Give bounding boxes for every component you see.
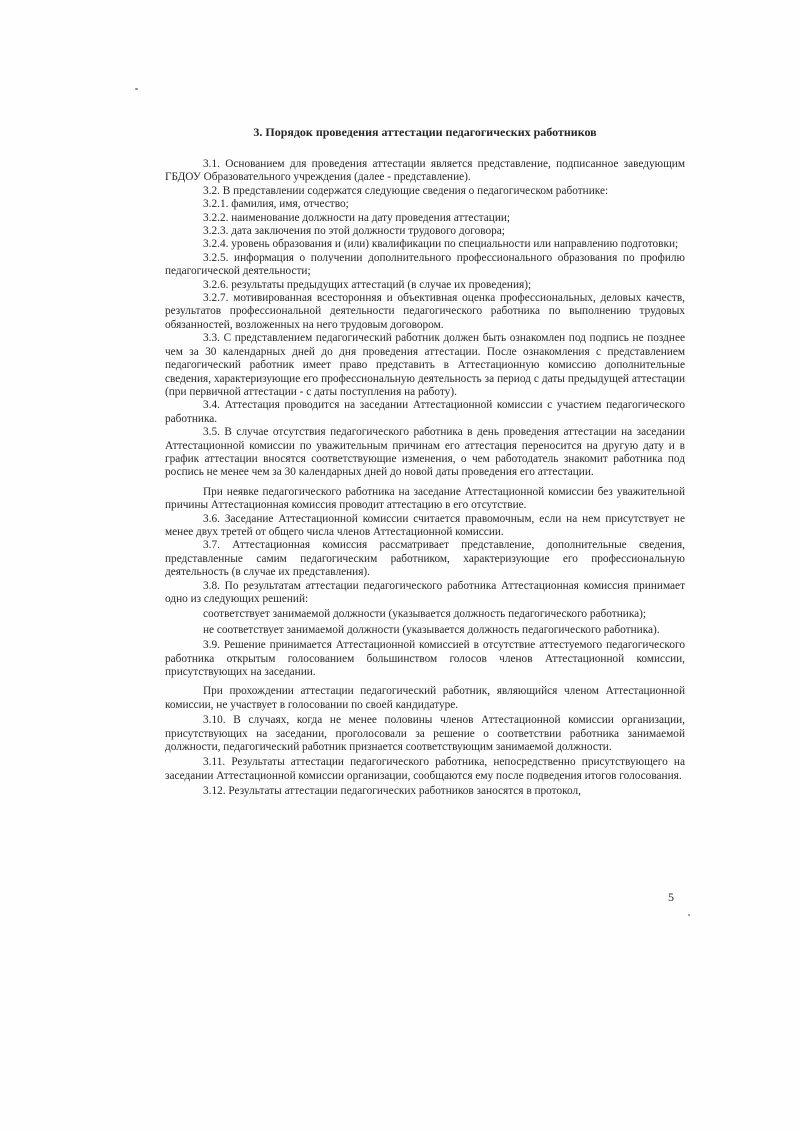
- paragraph-3-11: 3.11. Результаты аттестации педагогического работника, непосредственно присутствующего на заседании Аттестационной комиссии организации, сообщаются ему после подведения итогов голосования.: [165, 756, 685, 782]
- paragraph-3-5: 3.5. В случае отсутствия педагогического работника в день проведения аттестации на заседании Аттестационной комиссии по уважительным причинам его аттестация переносится на другую дату и в график аттестации вносятся соответствующие изменения, о чем работодатель знакомит работника под роспись не менее чем за 30 календарных дней до новой даты проведения его аттестации.: [165, 426, 685, 479]
- paragraph-3-2-5: 3.2.5. информация о получении дополнительного профессионального образования по профилю педагогической деятельности;: [165, 251, 685, 278]
- paragraph-3-9: 3.9. Решение принимается Аттестационной комиссией в отсутствие аттестуемого педагогического работника открытым голосованием большинством голосов членов Аттестационной комиссии, присутствующих на заседании.: [165, 639, 685, 679]
- paragraph-member-vote: При прохождении аттестации педагогический работник, являющийся членом Аттестационной комиссии, не участвует в голосовании по своей кандидатуре.: [165, 685, 685, 711]
- paragraph-3-3: 3.3. С представлением педагогический работник должен быть ознакомлен под подпись не позднее чем за 30 календарных дней до дня проведения аттестации. После ознакомления с представлением педагогический работник имеет право представить в Аттестационную комиссию дополнительные сведения, характеризующие его профессиональную деятельность за период с даты предыдущей аттестации (при первичной аттестации - с даты поступления на работу).: [165, 332, 685, 398]
- paragraph-3-2: 3.2. В представлении содержатся следующие сведения о педагогическом работнике:: [203, 184, 609, 197]
- decision-option-not-complies: не соответствует занимаемой должности (указывается должность педагогического работника).: [203, 623, 660, 636]
- paragraph-3-2-2: 3.2.2. наименование должности на дату проведения аттестации;: [203, 211, 511, 224]
- paragraph-3-2-1: 3.2.1. фамилия, имя, отчество;: [203, 198, 349, 211]
- paragraph-3-10: 3.10. В случаях, когда не менее половины членов Аттестационной комиссии организации, присутствующих на заседании, проголосовали за решение о соответствии работника занимаемой должности, педагогический работник признается соответствующим занимаемой должности.: [165, 714, 685, 754]
- paragraph-3-7: 3.7. Аттестационная комиссия рассматривает представление, дополнительные сведения, представленные самим педагогическим работником, характеризующие его профессиональную деятельность (в случае их представления).: [165, 539, 685, 579]
- paragraph-absence: При неявке педагогического работника на заседание Аттестационной комиссии без уважительной причины Аттестационная комиссия проводит аттестацию в его отсутствие.: [165, 485, 685, 512]
- paragraph-3-12: 3.12. Результаты аттестации педагогических работников заносятся в протокол,: [203, 785, 581, 798]
- paragraph-3-2-6: 3.2.6. результаты предыдущих аттестаций (в случае их проведения);: [203, 278, 532, 291]
- paragraph-3-4: 3.4. Аттестация проводится на заседании Аттестационной комиссии с участием педагогического работника.: [165, 399, 685, 425]
- paragraph-3-8: 3.8. По результатам аттестации педагогического работника Аттестационная комиссия принимает одно из следующих решений:: [165, 579, 685, 605]
- paragraph-3-2-3: 3.2.3. дата заключения по этой должности трудового договора;: [203, 225, 505, 238]
- document-body: [165, 124, 685, 799]
- section-title: 3. Порядок проведения аттестации педагогических работников: [253, 125, 597, 139]
- scan-speck: [135, 88, 138, 90]
- paragraph-3-2-4: 3.2.4. уровень образования и (или) квалификации по специальности или направлению подготовки;: [203, 238, 679, 251]
- paragraph-3-6: 3.6. Заседание Аттестационной комиссии считается правомочным, если на нем присутствует не менее двух третей от общего числа членов Аттестационной комиссии.: [165, 512, 685, 538]
- scan-speck: [688, 914, 690, 916]
- paragraph-3-2-7: 3.2.7. мотивированная всесторонняя и объективная оценка профессиональных, деловых качеств, результатов профессиональной деятельности педагогического работника по выполнению трудовых обязанностей, возложенных на него трудовым договором.: [165, 292, 685, 331]
- page-number: 5: [668, 890, 674, 904]
- paragraph-3-1: 3.1. Основанием для проведения аттестации является представление, подписанное заведующим ГБДОУ Образовательного учреждения (далее - представление).: [165, 158, 685, 184]
- decision-option-complies: соответствует занимаемой должности (указывается должность педагогического работника);: [203, 608, 647, 621]
